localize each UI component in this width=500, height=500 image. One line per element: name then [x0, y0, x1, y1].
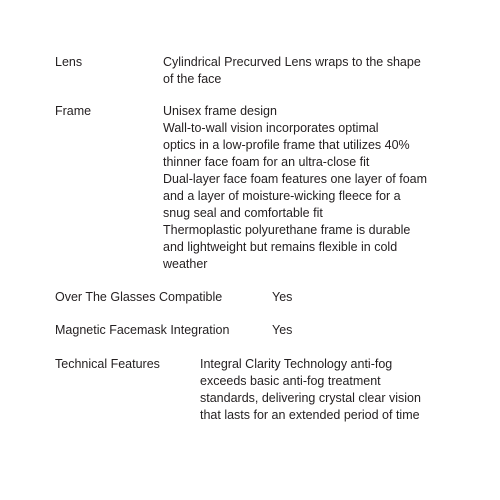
- frame-value-line: and a layer of moisture-wicking fleece for a: [163, 189, 401, 203]
- frame-value-line: thinner face foam for an ultra-close fit: [163, 155, 370, 169]
- frame-value-line: Dual-layer face foam features one layer of foam: [163, 172, 428, 186]
- technical-features-value: [200, 356, 421, 424]
- otg-compatible-value: Yes: [272, 290, 293, 304]
- frame-value-line: weather: [163, 257, 208, 271]
- frame-value-line: optics in a low-profile frame that utilizes 40%: [163, 138, 410, 152]
- frame-value-line: snug seal and comfortable fit: [163, 206, 323, 220]
- magnetic-facemask-value: Yes: [272, 323, 293, 337]
- technical-features-label: Technical Features: [55, 357, 160, 371]
- frame-value-line: Unisex frame design: [163, 104, 277, 118]
- lens-value-line: of the face: [163, 72, 222, 86]
- technical-features-line: that lasts for an extended period of time: [200, 408, 420, 422]
- frame-value-line: Thermoplastic polyurethane frame is durable: [163, 223, 411, 237]
- frame-value: [163, 103, 427, 273]
- frame-value-line: Wall-to-wall vision incorporates optimal: [163, 121, 379, 135]
- magnetic-facemask-label: Magnetic Facemask Integration: [55, 323, 230, 337]
- technical-features-line: Integral Clarity Technology anti-fog: [200, 357, 393, 371]
- lens-value-line: Cylindrical Precurved Lens wraps to the shape: [163, 55, 421, 69]
- technical-features-line: standards, delivering crystal clear vision: [200, 391, 421, 405]
- lens-label: Lens: [55, 55, 83, 69]
- lens-value: [163, 54, 421, 88]
- frame-label: Frame: [55, 104, 92, 118]
- frame-value-line: and lightweight but remains flexible in cold: [163, 240, 398, 254]
- technical-features-line: exceeds basic anti-fog treatment: [200, 374, 381, 388]
- otg-compatible-label: Over The Glasses Compatible: [55, 290, 223, 304]
